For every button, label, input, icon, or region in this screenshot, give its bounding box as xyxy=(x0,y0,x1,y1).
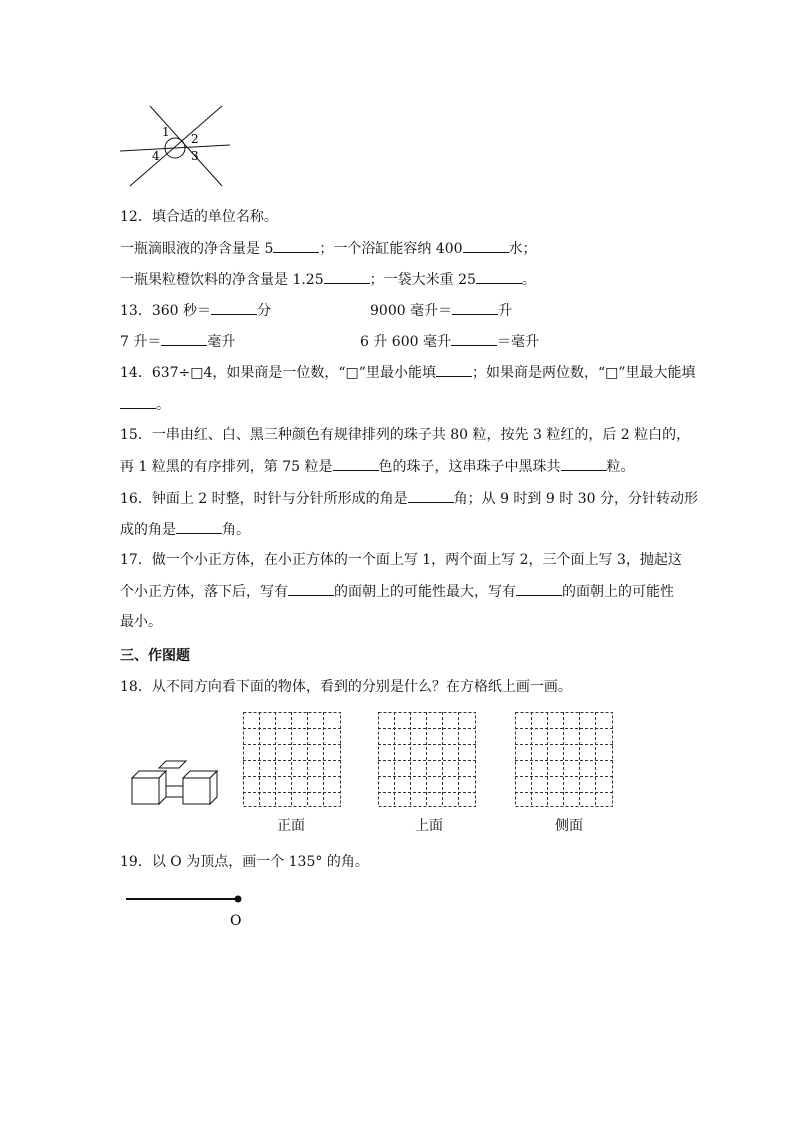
q16-text-c: 成的角是 xyxy=(120,522,176,538)
answer-blank[interactable] xyxy=(288,581,334,596)
answer-blank[interactable] xyxy=(211,300,257,315)
answer-blank[interactable] xyxy=(176,519,222,534)
q17-text-c: 的面朝上的可能性 xyxy=(562,584,674,600)
q13-text-a1: 13．360 秒＝ xyxy=(120,303,211,319)
q16-line-1 xyxy=(120,488,698,509)
q16-text-d: 角。 xyxy=(222,522,250,538)
vertex-label-o: O xyxy=(230,913,242,929)
angle-label-2: 2 xyxy=(191,132,199,146)
q13-text-c1: 7 升＝ xyxy=(120,334,162,350)
angle-label-1: 1 xyxy=(162,125,170,139)
answer-blank[interactable] xyxy=(120,394,156,409)
q17-text-a: 个小正方体，落下后，写有 xyxy=(120,584,288,600)
angle-label-3: 3 xyxy=(191,149,199,163)
q17-text-b: 的面朝上的可能性最大，写有 xyxy=(334,584,516,600)
vertex-point[interactable] xyxy=(235,896,242,903)
intersecting-lines-figure xyxy=(115,100,235,192)
caption-side: 侧面 xyxy=(555,818,583,834)
answer-blank[interactable] xyxy=(452,300,498,315)
q17-line-1: 17．做一个小正方体，在小正方体的一个面上写 1，两个面上写 2，三个面上写 3，抛起这 xyxy=(120,552,682,568)
q12-text-c: 水； xyxy=(508,241,537,257)
q16-text-b: 角；从 9 时到 9 时 30 分，分针转动形 xyxy=(453,491,698,507)
q15-line-2 xyxy=(120,456,635,477)
q13-line-2b xyxy=(360,331,539,352)
answer-blank[interactable] xyxy=(476,269,522,284)
angle-label-4: 4 xyxy=(152,149,160,163)
q14-line-2 xyxy=(120,394,170,415)
q15-text-b: 色的珠子，这串珠子中黑珠共 xyxy=(378,459,561,475)
q12-line-1 xyxy=(120,238,537,259)
q14-text-end: 。 xyxy=(156,397,170,413)
q12-text-a: 一瓶滴眼液的净含量是 5 xyxy=(120,241,274,257)
q12-text-d: 一瓶果粒橙饮料的净含量是 1.25 xyxy=(120,272,324,288)
q15-text-a: 再 1 粒黑的有序排列，第 75 粒是 xyxy=(120,459,333,475)
q13-line-1 xyxy=(120,300,271,321)
q13-line-2 xyxy=(120,331,235,352)
q13-text-d2: ＝毫升 xyxy=(496,334,539,350)
cube-object-figure xyxy=(128,758,228,808)
ray-figure xyxy=(120,890,250,930)
answer-blank[interactable] xyxy=(463,238,509,253)
q13-text-b2: 升 xyxy=(498,303,513,319)
q15-text-c: 粒。 xyxy=(606,459,635,475)
q12-text-f: 。 xyxy=(521,272,536,288)
q14-text-mid: ；如果商是两位数，“□”里最大能填 xyxy=(471,365,696,381)
grid-paper-top[interactable] xyxy=(378,712,476,807)
q12-title: 12．填合适的单位名称。 xyxy=(120,209,278,225)
answer-blank[interactable] xyxy=(333,456,379,471)
q19-text: 19．以 O 为顶点，画一个 135° 的角。 xyxy=(120,854,369,870)
answer-blank[interactable] xyxy=(273,238,319,253)
grid-paper-front[interactable] xyxy=(243,712,341,807)
q12-text-e: ；一袋大米重 25 xyxy=(369,272,476,288)
answer-blank[interactable] xyxy=(408,488,454,503)
answer-blank[interactable] xyxy=(436,362,472,377)
q15-line-1: 15．一串由红、白、黑三种颜色有规律排列的珠子共 80 粒，按先 3 粒红的，后 2 粒白的， xyxy=(120,427,691,443)
q17-line-3: 最小。 xyxy=(120,614,162,630)
q13-text-d1: 6 升 600 毫升 xyxy=(360,334,451,350)
caption-front: 正面 xyxy=(277,818,305,834)
caption-top: 上面 xyxy=(415,818,443,834)
section-title: 三、作图题 xyxy=(120,648,190,664)
answer-blank[interactable] xyxy=(561,456,607,471)
q13-text-b1: 9000 毫升＝ xyxy=(370,303,453,319)
q13-text-a2: 分 xyxy=(257,303,271,319)
answer-blank[interactable] xyxy=(516,581,562,596)
q13-line-1b xyxy=(370,300,512,321)
answer-blank[interactable] xyxy=(324,269,370,284)
q12-text-b: ；一个浴缸能容纳 400 xyxy=(319,241,463,257)
q14-text: 14．637÷□4，如果商是一位数，“□”里最小能填 xyxy=(120,365,436,381)
q14-line-1 xyxy=(120,362,696,383)
q16-text-a: 16．钟面上 2 时整，时针与分针所形成的角是 xyxy=(120,491,408,507)
q16-line-2 xyxy=(120,519,250,540)
q12-line-2 xyxy=(120,269,536,290)
grid-paper-side[interactable] xyxy=(515,712,613,807)
answer-blank[interactable] xyxy=(451,331,497,346)
answer-blank[interactable] xyxy=(161,331,207,346)
q13-text-c2: 毫升 xyxy=(207,334,236,350)
q18-text: 18．从不同方向看下面的物体，看到的分别是什么？在方格纸上画一画。 xyxy=(120,679,572,695)
q17-line-2 xyxy=(120,581,674,602)
